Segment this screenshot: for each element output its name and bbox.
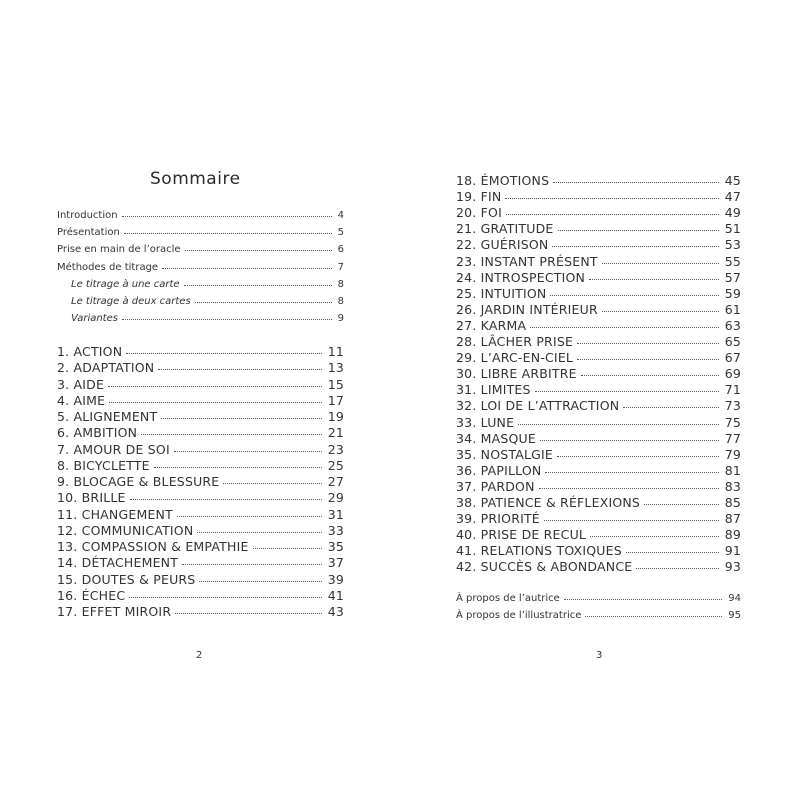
toc-entry-page: 39 — [327, 571, 344, 587]
dot-leader — [545, 471, 718, 473]
dot-leader — [184, 284, 332, 286]
toc-entry-page: 41 — [327, 587, 344, 603]
toc-entry — [456, 527, 741, 543]
toc-entry-label: 33. LUNE — [456, 414, 515, 430]
toc-entry — [456, 447, 741, 463]
page-number-right: 3 — [596, 650, 603, 661]
toc-entry-label: 42. SUCCÈS & ABONDANCE — [456, 559, 633, 575]
toc-entry-page: 69 — [724, 366, 741, 382]
toc-entry-label: Le titrage à une carte — [71, 278, 180, 290]
toc-entry-label: 9. BLOCAGE & BLESSURE — [57, 474, 220, 489]
toc-entry — [456, 431, 741, 447]
toc-entry — [456, 221, 741, 237]
dot-leader — [518, 423, 718, 425]
toc-entry-page: 4 — [337, 210, 344, 221]
dot-leader — [185, 249, 332, 251]
dot-leader — [158, 368, 321, 370]
dot-leader — [636, 567, 718, 569]
toc-entry-label: 36. PAPILLON — [456, 462, 542, 478]
toc-entry-page: 9 — [337, 313, 344, 325]
toc-entry-label: Le titrage à deux cartes — [71, 296, 191, 307]
toc-entry-page: 37 — [327, 555, 344, 571]
toc-entry-label: À propos de l’autrice — [456, 593, 560, 604]
toc-entry — [456, 318, 741, 334]
toc-entry-page: 15 — [327, 376, 344, 392]
toc-entry-page: 7 — [337, 261, 344, 273]
toc-entry-page: 91 — [724, 543, 741, 559]
toc-entry-label: 30. LIBRE ARBITRE — [456, 366, 577, 382]
toc-entry-page: 11 — [327, 344, 344, 359]
dot-leader — [109, 401, 321, 403]
toc-entry-label: Présentation — [57, 227, 120, 239]
dot-leader — [197, 531, 321, 533]
toc-entry-page: 81 — [724, 462, 741, 478]
toc-entry-page: 55 — [724, 253, 741, 269]
dot-leader — [589, 278, 719, 280]
dot-leader — [530, 326, 718, 328]
toc-entry-label: 4. AIME — [57, 392, 106, 408]
toc-entry — [456, 350, 741, 366]
toc-entry — [456, 511, 741, 527]
toc-entry-label: 34. MASQUE — [456, 430, 537, 446]
toc-entry-page: 13 — [327, 360, 344, 376]
dot-leader — [581, 374, 719, 376]
toc-entry-page: 8 — [337, 296, 344, 307]
toc-entry-page: 31 — [327, 506, 344, 522]
dot-leader — [577, 358, 719, 360]
toc-entry-label: 13. COMPASSION & EMPATHIE — [57, 539, 249, 554]
toc-entry-page: 65 — [724, 334, 741, 349]
toc-entry — [57, 442, 344, 458]
dot-leader — [577, 342, 719, 344]
toc-entry — [456, 463, 741, 479]
dot-leader — [175, 612, 321, 614]
toc-entry-page: 35 — [327, 539, 344, 554]
toc-entry-label: 38. PATIENCE & RÉFLEXIONS — [456, 495, 641, 510]
toc-entry — [456, 415, 741, 431]
toc-entry — [57, 523, 344, 539]
toc-entry-page: 33 — [327, 522, 344, 538]
dot-leader — [141, 433, 321, 435]
toc-entry-label: Méthodes de titrage — [57, 261, 159, 273]
dot-leader — [199, 580, 321, 582]
toc-entry — [57, 507, 344, 523]
dot-leader — [177, 515, 322, 517]
toc-entry-page: 51 — [724, 221, 741, 237]
toc-entry — [456, 479, 741, 495]
dot-leader — [129, 596, 321, 598]
toc-entry-page: 25 — [327, 457, 344, 473]
toc-entry-label: 6. AMBITION — [57, 425, 138, 441]
toc-entry-page: 8 — [337, 278, 344, 290]
toc-entry — [71, 313, 344, 329]
toc-entry-page: 53 — [724, 237, 741, 253]
toc-entry-page: 59 — [724, 285, 741, 301]
dot-leader — [544, 519, 719, 521]
dot-leader — [644, 503, 719, 505]
toc-entry — [456, 237, 741, 253]
dot-leader — [602, 310, 719, 312]
toc-entry-page: 19 — [327, 409, 344, 424]
toc-entry-page: 87 — [724, 511, 741, 527]
toc-entry-page: 43 — [327, 604, 344, 619]
toc-entry-label: 10. BRILLE — [57, 490, 126, 506]
dot-leader — [195, 301, 332, 303]
toc-entry — [57, 539, 344, 555]
toc-entry — [456, 254, 741, 270]
toc-entry-label: 15. DOUTES & PEURS — [57, 571, 196, 587]
dot-leader — [154, 466, 322, 468]
toc-entry-label: 29. L’ARC-EN-CIEL — [456, 350, 574, 366]
toc-entry-label: 5. ALIGNEMENT — [57, 409, 158, 424]
toc-entry-label: 7. AMOUR DE SOI — [57, 441, 170, 457]
dot-leader — [122, 215, 332, 217]
dot-leader — [253, 547, 322, 549]
toc-entry-page: 23 — [327, 441, 344, 457]
dot-leader — [535, 390, 719, 392]
toc-entry-label: 24. INTROSPECTION — [456, 269, 586, 285]
page-title: Sommaire — [150, 169, 241, 189]
toc-entry-label: 22. GUÉRISON — [456, 237, 549, 253]
toc-entry-label: 27. KARMA — [456, 317, 527, 333]
toc-entry-page: 93 — [724, 559, 741, 575]
toc-entry — [57, 425, 344, 441]
toc-entry — [456, 189, 741, 205]
toc-entry-page: 77 — [724, 430, 741, 446]
toc-entry-label: 32. LOI DE L’ATTRACTION — [456, 398, 620, 414]
dot-leader — [590, 535, 719, 537]
toc-entry-page: 94 — [728, 593, 741, 604]
toc-entry-page: 61 — [724, 301, 741, 317]
toc-entry — [71, 279, 344, 295]
toc-entry-label: 2. ADAPTATION — [57, 360, 155, 376]
toc-entry-label: 3. AIDE — [57, 376, 105, 392]
toc-entry — [456, 173, 741, 189]
dot-leader — [174, 450, 322, 452]
toc-entry — [57, 490, 344, 506]
toc-entry-page: 5 — [337, 227, 344, 239]
dot-leader — [506, 213, 719, 215]
dot-leader — [162, 267, 332, 269]
dot-leader — [564, 598, 722, 600]
toc-entry — [57, 474, 344, 490]
toc-entry-label: 17. EFFET MIROIR — [57, 604, 172, 619]
dot-leader — [126, 352, 321, 354]
toc-entry-page: 79 — [724, 446, 741, 462]
toc-entry-label: 14. DÉTACHEMENT — [57, 555, 179, 571]
toc-entry-label: À propos de l’illustratrice — [456, 610, 582, 621]
toc-entry-label: Introduction — [57, 210, 118, 221]
toc-entry — [456, 559, 741, 575]
dot-leader — [108, 385, 322, 387]
toc-entry-label: 35. NOSTALGIE — [456, 446, 554, 462]
dot-leader — [182, 563, 322, 565]
toc-entry-page: 29 — [327, 490, 344, 506]
dot-leader — [602, 262, 719, 264]
toc-entry — [57, 377, 344, 393]
toc-entry — [57, 210, 344, 226]
toc-entry — [57, 409, 344, 425]
toc-entry — [456, 593, 741, 609]
toc-entry — [456, 382, 741, 398]
dot-leader — [539, 487, 719, 489]
toc-entry-label: 28. LÂCHER PRISE — [456, 334, 574, 349]
toc-entry-page: 49 — [724, 205, 741, 221]
toc-entry-label: 39. PRIORITÉ — [456, 511, 540, 527]
dot-leader — [540, 439, 719, 441]
dot-leader — [161, 417, 321, 419]
toc-entry-page: 95 — [728, 610, 741, 621]
toc-entry — [456, 495, 741, 511]
toc-entry-label: 11. CHANGEMENT — [57, 506, 173, 522]
toc-entry — [456, 334, 741, 350]
toc-entry-page: 45 — [724, 173, 741, 188]
toc-entry-label: 12. COMMUNICATION — [57, 522, 194, 538]
toc-entry — [57, 262, 344, 278]
toc-entry — [456, 270, 741, 286]
dot-leader — [558, 229, 719, 231]
page-number-left: 2 — [196, 650, 203, 661]
toc-entry-page: 75 — [724, 414, 741, 430]
dot-leader — [130, 498, 322, 500]
toc-entry-label: Variantes — [71, 313, 118, 325]
toc-entry-page: 73 — [724, 398, 741, 414]
toc-entry-label: 1. ACTION — [57, 344, 123, 359]
toc-entry-page: 57 — [724, 269, 741, 285]
toc-entry-page: 85 — [724, 495, 741, 510]
toc-entry-label: 40. PRISE DE RECUL — [456, 527, 587, 543]
toc-entry-page: 89 — [724, 527, 741, 543]
toc-entry — [71, 296, 344, 312]
toc-entry-label: 26. JARDIN INTÉRIEUR — [456, 301, 598, 317]
dot-leader — [557, 455, 719, 457]
toc-entry-label: Prise en main de l’oracle — [57, 244, 181, 256]
toc-entry-label: 41. RELATIONS TOXIQUES — [456, 543, 622, 559]
toc-entry — [57, 344, 344, 360]
toc-entry — [57, 555, 344, 571]
toc-entry-page: 6 — [337, 244, 344, 256]
toc-entry — [57, 393, 344, 409]
toc-entry — [57, 458, 344, 474]
toc-entry-label: 31. LIMITES — [456, 382, 531, 398]
dot-leader — [122, 318, 332, 320]
toc-entry — [57, 588, 344, 604]
toc-entry — [456, 543, 741, 559]
toc-entry-label: 23. INSTANT PRÉSENT — [456, 253, 598, 269]
toc-entry-page: 63 — [724, 317, 741, 333]
dot-leader — [553, 181, 718, 183]
toc-entry — [456, 302, 741, 318]
toc-entry — [456, 610, 741, 626]
dot-leader — [626, 551, 719, 553]
toc-entry-label: 25. INTUITION — [456, 285, 547, 301]
toc-entry-page: 27 — [327, 474, 344, 489]
toc-entry-label: 21. GRATITUDE — [456, 221, 554, 237]
toc-entry — [57, 227, 344, 243]
toc-entry-page: 67 — [724, 350, 741, 366]
toc-entry-label: 16. ÉCHEC — [57, 587, 126, 603]
toc-entry-page: 83 — [724, 478, 741, 494]
toc-entry — [57, 244, 344, 260]
dot-leader — [223, 482, 321, 484]
toc-entry — [456, 205, 741, 221]
toc-entry — [57, 604, 344, 620]
toc-entry-page: 47 — [724, 189, 741, 205]
toc-entry — [57, 360, 344, 376]
toc-entry — [456, 398, 741, 414]
dot-leader — [623, 406, 718, 408]
toc-entry-page: 71 — [724, 382, 741, 398]
toc-entry-page: 21 — [327, 425, 344, 441]
toc-entry-label: 8. BICYCLETTE — [57, 457, 150, 473]
toc-entry-label: 20. FOI — [456, 205, 502, 221]
toc-entry-label: 37. PARDON — [456, 478, 535, 494]
dot-leader — [585, 615, 722, 617]
dot-leader — [505, 197, 718, 199]
toc-entry — [456, 366, 741, 382]
toc-entry-label: 19. FIN — [456, 189, 502, 205]
dot-leader — [552, 245, 718, 247]
dot-leader — [550, 294, 718, 296]
toc-entry-page: 17 — [327, 392, 344, 408]
toc-entry — [57, 572, 344, 588]
toc-entry-label: 18. ÉMOTIONS — [456, 173, 550, 188]
dot-leader — [124, 232, 332, 234]
toc-entry — [456, 286, 741, 302]
